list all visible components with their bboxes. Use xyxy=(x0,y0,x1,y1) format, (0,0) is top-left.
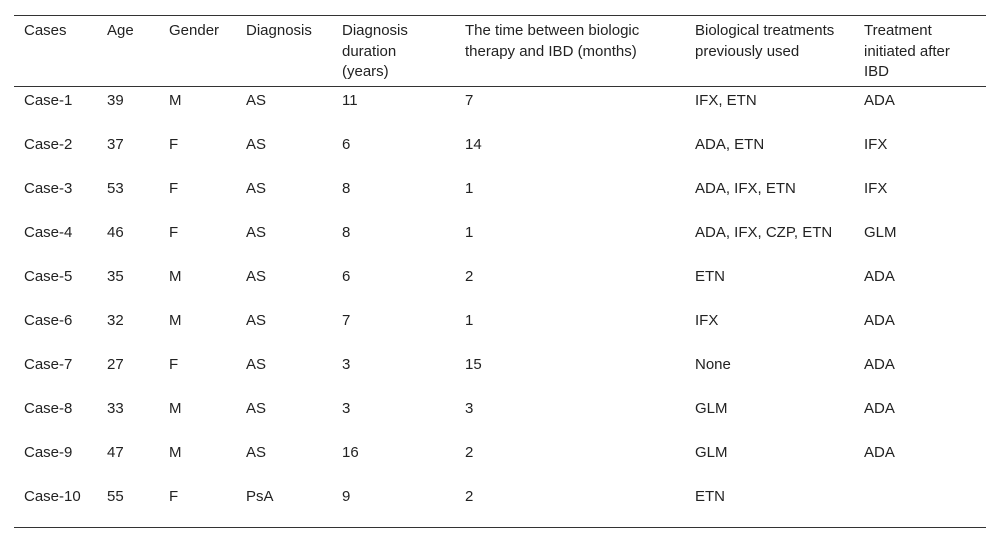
cell-time-between: 15 xyxy=(465,355,482,373)
cell-time-between: 7 xyxy=(465,91,474,109)
cell-treatment-after: ADA xyxy=(864,355,895,373)
cell-time-between: 3 xyxy=(465,399,474,417)
cases-table-container xyxy=(14,15,986,528)
table-row xyxy=(14,219,986,263)
header-age: Age xyxy=(107,22,134,39)
cell-previous-biologics: None xyxy=(695,355,731,373)
cell-treatment-after xyxy=(854,483,986,528)
cell-duration: 16 xyxy=(342,443,359,461)
cell-duration: 11 xyxy=(342,91,358,109)
cell-time-between: 2 xyxy=(465,487,474,505)
cell-case: Case-5 xyxy=(24,267,73,285)
cell-treatment-after: GLM xyxy=(864,223,897,241)
cell-time-between: 2 xyxy=(465,443,474,461)
cell-previous-biologics: ADA, IFX, CZP, ETN xyxy=(695,223,833,241)
cell-duration: 3 xyxy=(342,355,351,373)
cell-duration: 6 xyxy=(342,267,351,285)
table-row xyxy=(14,307,986,351)
cell-age: 46 xyxy=(107,223,124,241)
cell-case: Case-3 xyxy=(24,179,73,197)
header-time-between: The time between biologic therapy and IBD (months) xyxy=(465,22,640,60)
cell-diagnosis: AS xyxy=(246,355,267,373)
cell-diagnosis: AS xyxy=(246,399,267,417)
cell-previous-biologics: ADA, IFX, ETN xyxy=(695,179,796,197)
table-body xyxy=(14,86,986,527)
cell-age: 53 xyxy=(107,179,124,197)
cell-duration: 8 xyxy=(342,179,351,197)
cell-age: 55 xyxy=(107,487,124,505)
cell-diagnosis: AS xyxy=(246,267,267,285)
cell-time-between: 14 xyxy=(465,135,482,153)
cell-time-between: 1 xyxy=(465,179,474,197)
cell-time-between: 1 xyxy=(465,311,474,329)
cell-duration: 8 xyxy=(342,223,351,241)
cell-case: Case-8 xyxy=(24,399,73,417)
cell-case: Case-6 xyxy=(24,311,73,329)
cell-diagnosis: AS xyxy=(246,179,267,197)
table-row xyxy=(14,175,986,219)
cell-case: Case-7 xyxy=(24,355,73,373)
header-cases: Cases xyxy=(24,22,67,39)
table-row xyxy=(14,439,986,483)
cell-previous-biologics: ADA, ETN xyxy=(695,135,765,153)
cell-age: 47 xyxy=(107,443,124,461)
table-row xyxy=(14,351,986,395)
cell-diagnosis: AS xyxy=(246,91,267,109)
cell-age: 37 xyxy=(107,135,124,153)
cell-diagnosis: AS xyxy=(246,223,267,241)
header-previous-biologics: Biological treatments previously used xyxy=(695,22,835,60)
cell-duration: 9 xyxy=(342,487,351,505)
cell-gender: F xyxy=(169,355,179,373)
cell-treatment-after: ADA xyxy=(864,311,895,329)
cell-previous-biologics: IFX xyxy=(695,311,719,329)
cell-diagnosis: PsA xyxy=(246,487,274,505)
header-diagnosis-duration: Diagnosis duration (years) xyxy=(342,22,408,80)
cell-diagnosis: AS xyxy=(246,135,267,153)
cell-gender: M xyxy=(169,267,182,285)
cell-gender: F xyxy=(169,179,179,197)
cell-treatment-after: ADA xyxy=(864,267,895,285)
cell-previous-biologics: GLM xyxy=(695,399,728,417)
cell-previous-biologics: GLM xyxy=(695,443,728,461)
cell-case: Case-4 xyxy=(24,223,73,241)
cell-case: Case-10 xyxy=(24,487,81,505)
cell-gender: M xyxy=(169,399,182,417)
cell-gender: M xyxy=(169,311,182,329)
cell-diagnosis: AS xyxy=(246,311,267,329)
cell-duration: 7 xyxy=(342,311,351,329)
cell-case: Case-1 xyxy=(24,91,73,109)
header-gender: Gender xyxy=(169,22,220,39)
cell-treatment-after: IFX xyxy=(864,179,888,197)
table-row xyxy=(14,263,986,307)
cell-treatment-after: ADA xyxy=(864,443,895,461)
cell-age: 39 xyxy=(107,91,124,109)
cell-previous-biologics: ETN xyxy=(695,487,725,505)
table-row xyxy=(14,395,986,439)
cell-age: 32 xyxy=(107,311,124,329)
cell-age: 35 xyxy=(107,267,124,285)
cell-gender: F xyxy=(169,135,179,153)
cell-gender: F xyxy=(169,223,179,241)
cell-treatment-after: ADA xyxy=(864,399,895,417)
cell-diagnosis: AS xyxy=(246,443,267,461)
cell-previous-biologics: ETN xyxy=(695,267,725,285)
header-row xyxy=(14,16,986,87)
header-treatment-after: Treatment initiated after IBD xyxy=(864,22,950,80)
cell-duration: 3 xyxy=(342,399,351,417)
cell-case: Case-9 xyxy=(24,443,73,461)
cell-previous-biologics: IFX, ETN xyxy=(695,91,757,109)
cell-treatment-after: IFX xyxy=(864,135,888,153)
cell-case: Case-2 xyxy=(24,135,73,153)
cell-gender: M xyxy=(169,91,182,109)
cell-gender: F xyxy=(169,487,179,505)
cell-age: 33 xyxy=(107,399,124,417)
cell-treatment-after: ADA xyxy=(864,91,895,109)
cell-gender: M xyxy=(169,443,182,461)
table-row xyxy=(14,483,986,528)
cell-age: 27 xyxy=(107,355,124,373)
cell-time-between: 1 xyxy=(465,223,474,241)
cell-time-between: 2 xyxy=(465,267,474,285)
cell-duration: 6 xyxy=(342,135,351,153)
cases-table xyxy=(14,15,986,528)
table-row xyxy=(14,86,986,131)
table-row xyxy=(14,131,986,175)
header-diagnosis: Diagnosis xyxy=(246,22,312,39)
table-header xyxy=(14,16,986,87)
